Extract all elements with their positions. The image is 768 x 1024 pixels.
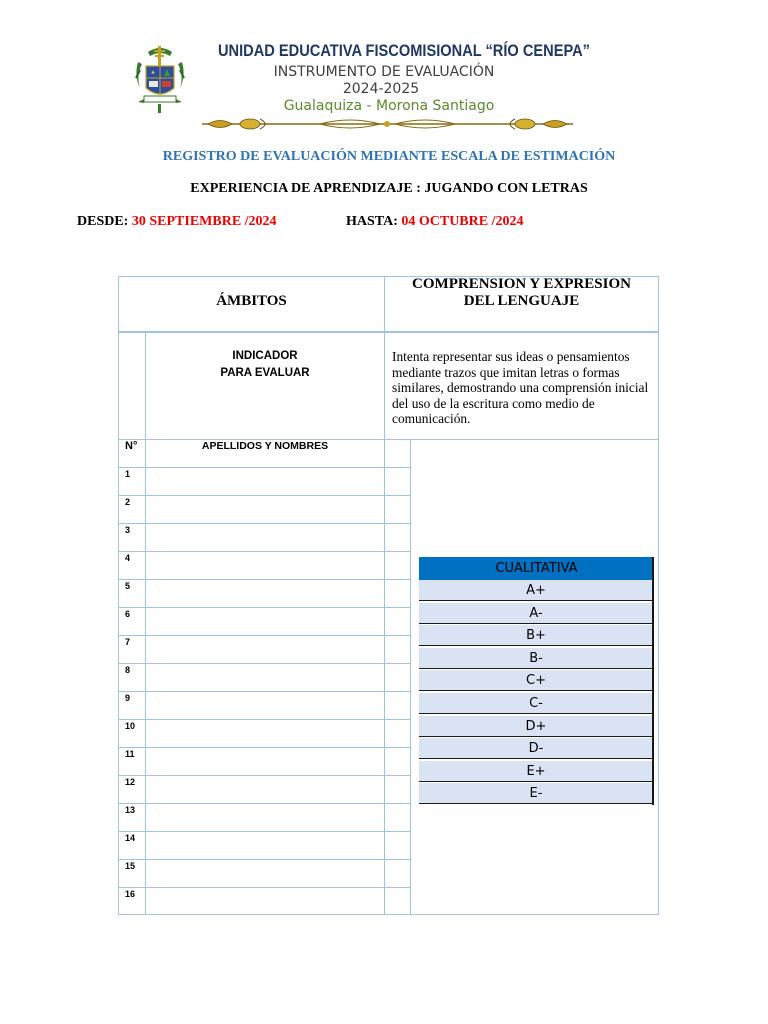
- instrument-title: INSTRUMENTO DE EVALUACIÓN: [273, 64, 495, 80]
- ambitos-header: ÁMBITOS: [216, 293, 287, 309]
- qualitative-scale-header: CUALITATIVA: [419, 557, 654, 580]
- grade-row: C-: [419, 693, 653, 714]
- row-number: 6: [125, 609, 131, 619]
- date-to: [346, 214, 523, 230]
- row-number: 8: [125, 665, 131, 675]
- grade-row: D+: [419, 716, 653, 737]
- table-row: [118, 803, 411, 804]
- grade-row: E-: [419, 783, 653, 804]
- table-row: [118, 719, 411, 720]
- qualitative-scale-edge: [652, 557, 654, 805]
- table-row: [118, 747, 411, 748]
- row-number: 11: [125, 749, 135, 759]
- row-number: 5: [125, 581, 131, 591]
- row-number: 15: [125, 861, 136, 871]
- grade-row: B-: [419, 648, 653, 669]
- grade-row: E+: [419, 761, 653, 782]
- row-number: 14: [125, 833, 136, 843]
- table-row: [118, 523, 411, 524]
- table-row: [118, 887, 411, 888]
- table-row: [118, 831, 411, 832]
- indicator-label-line1: INDICADOR: [232, 350, 298, 362]
- row-number: 16: [125, 889, 136, 899]
- table-row: [118, 663, 411, 664]
- table-row: [118, 691, 411, 692]
- school-name: UNIDAD EDUCATIVA FISCOMISIONAL “RÍO CENEPA”: [217, 41, 591, 60]
- table-row: [118, 607, 411, 608]
- row-number: 12: [125, 777, 136, 787]
- names-column-header: APELLIDOS Y NOMBRES: [201, 440, 329, 452]
- table-row: [118, 775, 411, 776]
- school-location: Gualaquiza - Morona Santiago: [283, 98, 495, 114]
- table-row: [118, 859, 411, 860]
- indicator-label-line2: PARA EVALUAR: [220, 367, 310, 379]
- grade-row: D-: [419, 738, 653, 759]
- indicator-description: Intenta representar sus ideas o pensamientos mediante trazos que imitan letras o formas similares, demostrando una comprensión inicial del uso de la escritura como medio de comunicación.: [392, 349, 649, 426]
- row-number: 3: [125, 525, 131, 535]
- row-number: 13: [125, 805, 136, 815]
- number-column-header: N°: [125, 440, 138, 452]
- domain-header-line2: DEL LENGUAJE: [463, 293, 580, 309]
- table-row: [118, 579, 411, 580]
- grade-row: A-: [419, 603, 653, 624]
- qualitative-scale: [419, 557, 654, 805]
- date-to-label: HASTA:: [346, 214, 398, 229]
- row-number: 2: [125, 497, 131, 507]
- row-number: 9: [125, 693, 131, 703]
- row-number: 7: [125, 637, 131, 647]
- date-from-value: 30 SEPTIEMBRE /2024: [131, 214, 277, 229]
- row-number: 4: [125, 553, 131, 563]
- decorative-divider: [200, 113, 575, 135]
- date-to-value: 04 OCTUBRE /2024: [401, 214, 524, 229]
- experience-title: EXPERIENCIA DE APRENDIZAJE : JUGANDO CON LETRAS: [190, 181, 588, 196]
- register-title: REGISTRO DE EVALUACIÓN MEDIANTE ESCALA DE ESTIMACIÓN: [162, 149, 616, 164]
- table-row: [118, 551, 411, 552]
- domain-header-line1: COMPRENSION Y EXPRESION: [412, 276, 631, 292]
- grade-row: A+: [419, 580, 653, 601]
- grade-row: C+: [419, 670, 653, 691]
- table-row: [118, 635, 411, 636]
- date-from: [77, 214, 277, 230]
- school-year: 2024-2025: [342, 81, 420, 97]
- row-number: 10: [125, 721, 136, 731]
- table-row: [118, 495, 411, 496]
- grade-row: B+: [419, 625, 653, 646]
- date-from-label: DESDE:: [77, 214, 129, 229]
- table-row: [118, 467, 411, 468]
- row-number: 1: [125, 469, 131, 479]
